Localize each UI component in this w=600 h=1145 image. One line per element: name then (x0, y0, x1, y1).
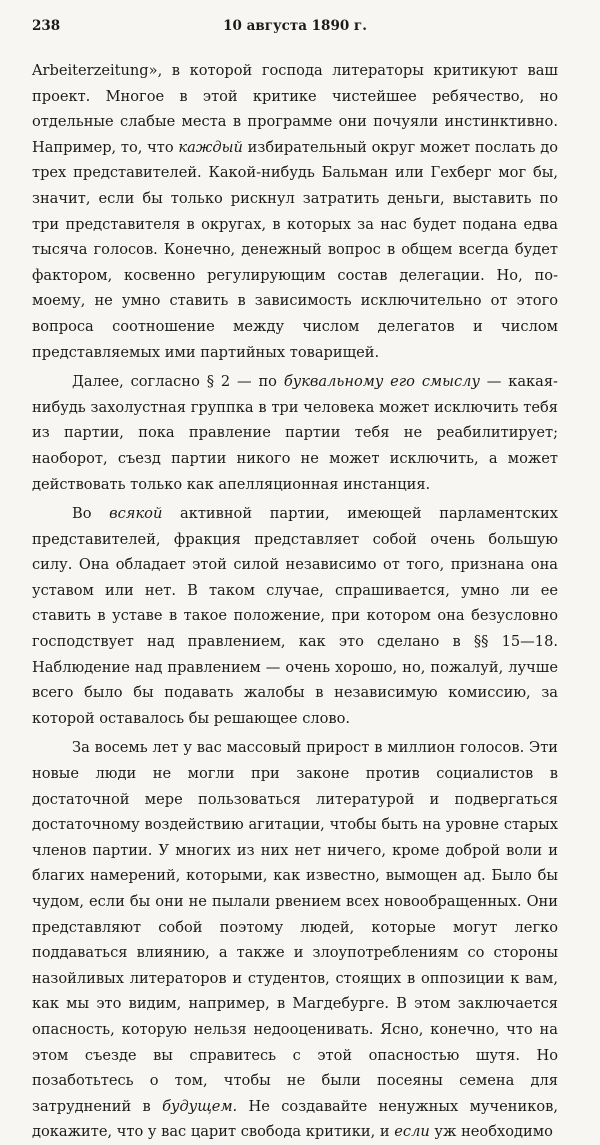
text-segment: активной партии, имеющей парламентских представителей, фракция представляет собой очень большую силу. Она обладает этой силой независимо от того, признана она уставом или нет. В таком случае, спрашивается, умно ли ее ставить в уставе в такое положение, при котором она безусловно господствует над правлением, как это сделано в §§ 15—18. Наблюдение над правлением — очень хорошо, но, пожалуй, лучше всего было бы подавать жалобы в независимую комиссию, за которой оставалось бы решающее слово. (32, 505, 559, 727)
running-head (32, 18, 558, 40)
italic-segment: каждый (178, 138, 243, 156)
text-segment: Arbeiterzeitung», в которой господа литераторы критикуют ваш проект. Многое в этой критике чистейшее ребячество, но отдельные слабые места в программе они почуяли инстинктивно. Например, то, что (32, 62, 558, 156)
italic-segment: всякой (109, 505, 163, 523)
paragraph-2 (32, 369, 558, 497)
text-segment: — какая-нибудь захолустная группка в три человека может исключить тебя из партии, пока правление партии тебя не реабилитирует; наоборот, съезд партии никого не может исключить, а может действовать только как апелляционная инстанция. (32, 373, 558, 493)
body-text (32, 58, 558, 1145)
text-segment: Не создавайте ненужных мучеников, докажите, что у вас царит свобода критики, и (32, 1097, 559, 1141)
italic-segment: буквальному его смыслу (283, 373, 480, 391)
paragraph-4 (32, 735, 558, 1145)
paragraph-3 (32, 501, 558, 731)
italic-segment: если (394, 1123, 430, 1141)
text-segment: За восемь лет у вас массовый прирост в миллион голосов. Эти новые люди не могли при законе против социалистов в достаточной мере пользоваться литературой и подвергаться достаточному воздействию агитации, чтобы быть на уровне старых членов партии. У многих из них нет ничего, кроме доброй воли и благих намерений, которыми, как известно, вымощен ад. Было бы чудом, если бы они не пылали рвением всех новообращенных. Они представляют собой поэтому людей, которые могут легко поддаваться влиянию, а также и злоупотреблениям со стороны назойливых литераторов и студентов, стоящих в оппозиции к вам, как мы это видим, например, в Магдебурге. В этом заключается опасность, которую нельзя недооценивать. Ясно, конечно, что на этом съезде вы справитесь с этой опасностью шутя. Но позаботьтесь о том, чтобы не были посеяны семена для затруднений в (32, 739, 558, 1115)
italic-segment: будущем. (162, 1097, 238, 1115)
text-segment: уж необходимо (429, 1123, 553, 1141)
page-number: 238 (32, 18, 61, 34)
paragraph-1 (32, 58, 558, 365)
running-title: 10 августа 1890 г. (223, 18, 367, 34)
text-segment: Во (72, 505, 110, 523)
text-segment: избирательный округ может послать до трех представителей. Какой-нибудь Бальман или Гехберг мог бы, значит, если бы только рискнул затратить деньги, выставить по три представителя в округах, в которых за нас будет подана едва тысяча голосов. Конечно, денежный вопрос в общем всегда будет фактором, косвенно регулирующим состав делегации. Но, по-моему, не умно ставить в зависимость исключительно от этого вопроса соотношение между числом делегатов и числом представляемых ими партийных товарищей. (32, 138, 558, 361)
text-segment: Далее, согласно § 2 — по (72, 373, 284, 391)
